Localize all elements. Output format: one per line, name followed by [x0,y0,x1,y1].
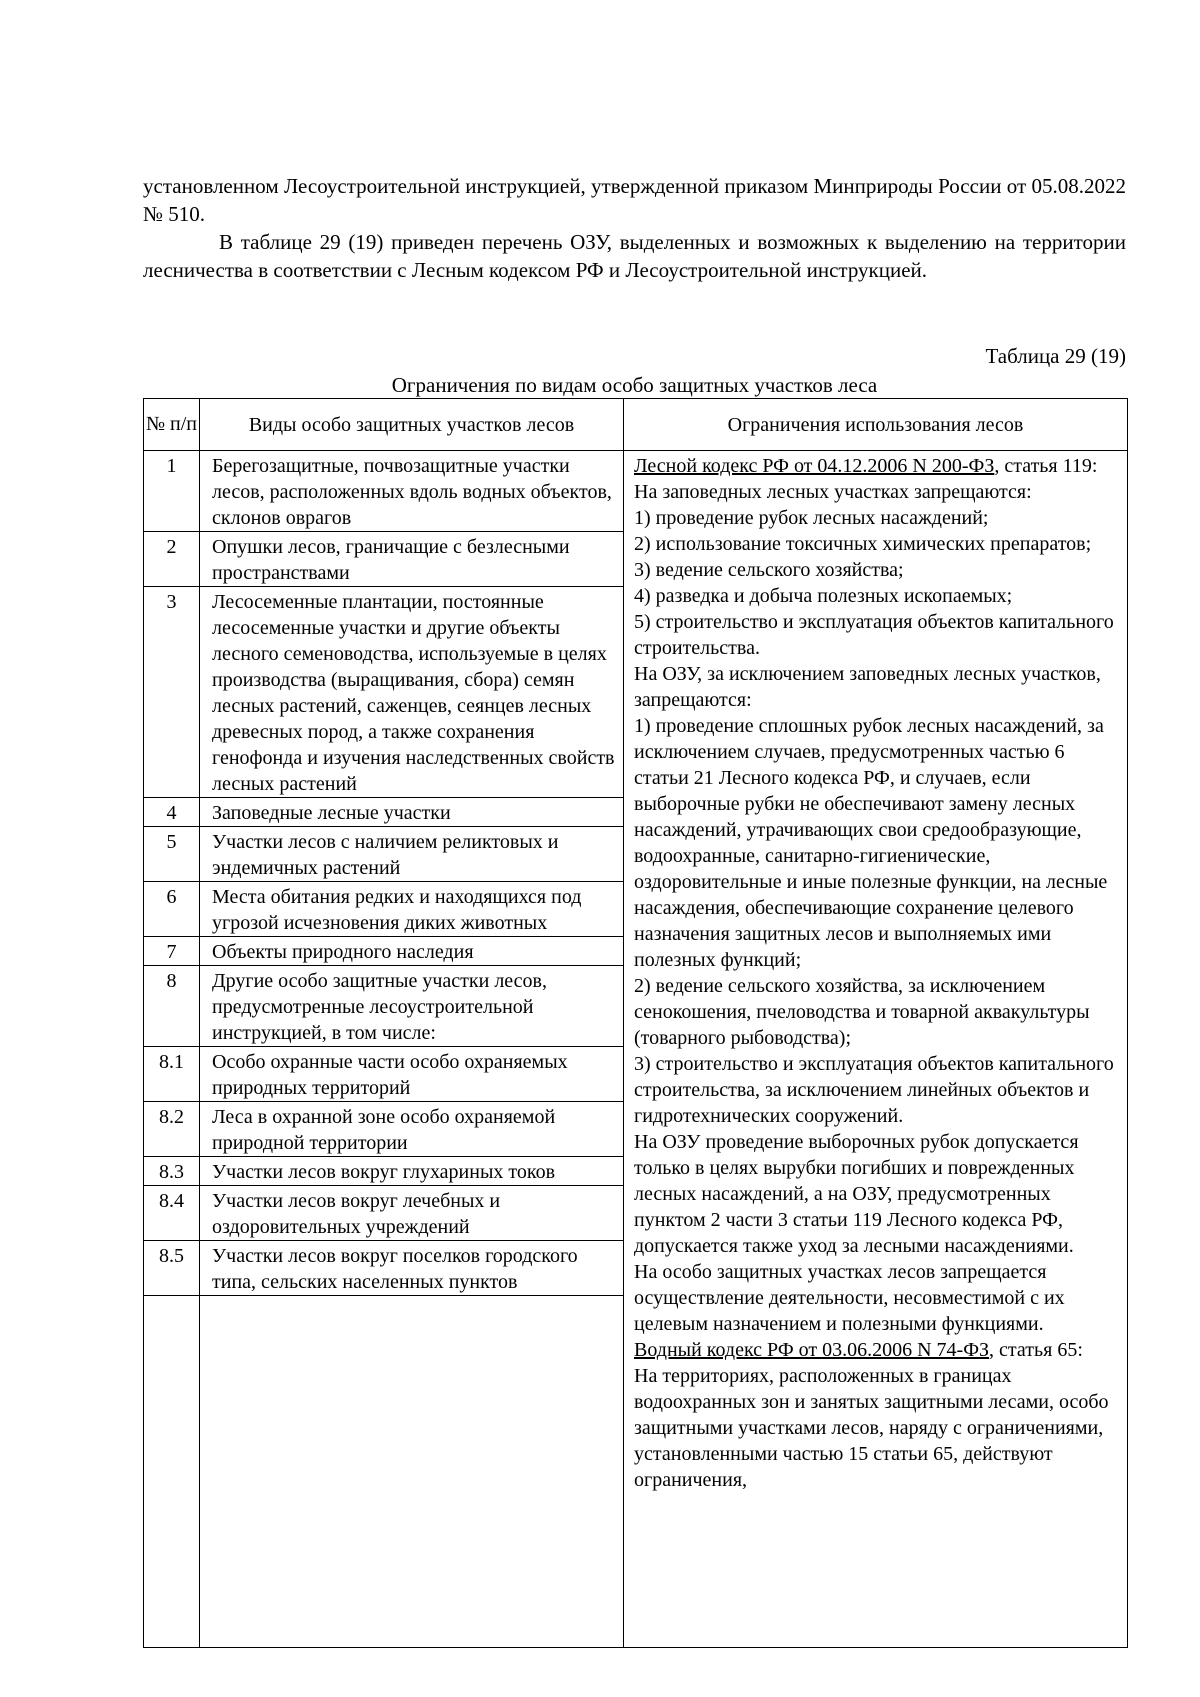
restriction-reserve-heading: На заповедных лесных участках запрещаются: [634,481,1032,503]
row-name: Места обитания редких и находящихся под угрозой исчезновения диких животных [200,882,624,937]
row-name: Заповедные лесные участки [200,798,624,827]
row-num-empty [144,1296,200,1648]
restriction-item: 1) проведение рубок лесных насаждений; [634,507,989,529]
restriction-item: 3) строительство и эксплуатация объектов капитального строительства, за исключением линейных объектов и гидротехнических сооружений. [634,1053,1114,1127]
row-name-empty [200,1296,624,1648]
restriction-item: 3) ведение сельского хозяйства; [634,559,904,581]
restriction-water-zones: На территориях, расположенных в границах водоохранных зон и занятых защитными лесами, особо защитными участками лесов, наряду с ограничениями, установленными частью 15 статьи 65, действуют ограничения, [634,1365,1109,1491]
row-name: Участки лесов вокруг глухариных токов [200,1157,624,1186]
row-name: Особо охранные части особо охраняемых природных территорий [200,1047,624,1102]
row-num: 4 [144,798,200,827]
law-link-forest-code[interactable]: Лесной кодекс РФ от 04.12.2006 N 200-ФЗ [634,455,995,477]
restriction-activity: На особо защитных участках лесов запрещается осуществление деятельности, несовместимой с их целевым назначением и полезными функциями. [634,1261,1065,1335]
table-header-row [144,399,1128,451]
header-num: № п/п [144,399,200,451]
table-title: Ограничения по видам особо защитных участков леса [391,373,878,397]
row-num: 6 [144,882,200,937]
row-num: 8.5 [144,1241,200,1296]
row-num: 5 [144,827,200,882]
row-name: Опушки лесов, граничащие с безлесными пространствами [200,532,624,587]
row-num: 8.4 [144,1186,200,1241]
row-name: Берегозащитные, почвозащитные участки лесов, расположенных вдоль водных объектов, склонов оврагов [200,451,624,532]
restriction-item: 2) ведение сельского хозяйства, за исключением сенокошения, пчеловодства и товарной аквакультуры (товарного рыбоводства); [634,975,1090,1049]
header-type: Виды особо защитных участков лесов [200,399,624,451]
intro-paragraph-2: В таблице 29 (19) приведен перечень ОЗУ, выделенных и возможных к выделению на территории лесничества в соответствии с Лесным кодексом РФ и Лесоустроительной инструкцией. [143,230,1126,282]
row-num: 7 [144,937,200,966]
row-num: 1 [144,451,200,532]
row-name: Участки лесов вокруг поселков городского типа, сельских населенных пунктов [200,1241,624,1296]
header-restrictions: Ограничения использования лесов [624,399,1128,451]
row-name: Лесосеменные плантации, постоянные лесосеменные участки и другие объекты лесного семеноводства, используемые в целях производства (выращивания, сбора) семян лесных растений, саженцев, сеянцев лесных древесных пород, а также сохранения генофонда и изучения наследственных свойств лесных растений [200,587,624,798]
intro-paragraph-1: установленном Лесоустроительной инструкцией, утвержденной приказом Минприроды России от 05.08.2022 № 510. [143,174,1126,226]
row-num: 8 [144,966,200,1047]
row-name: Леса в охранной зоне особо охраняемой природной территории [200,1102,624,1157]
law-link-water-suffix: , статья 65: [989,1339,1083,1361]
restriction-item: 1) проведение сплошных рубок лесных насаждений, за исключением случаев, предусмотренных частью 6 статьи 21 Лесного кодекса РФ, и случаев, если выборочные рубки не обеспечивают замену лесных насаждений, утрачивающих свои средообразующие, водоохранные, санитарно-гигиенические, оздоровительные и иные полезные функции, на лесные насаждения, обеспечивающие сохранение целевого назначения защитных лесов и выполняемых ими полезных функций; [634,715,1108,971]
row-num: 3 [144,587,200,798]
restriction-item: 4) разведка и добыча полезных ископаемых; [634,585,1013,607]
row-num: 2 [144,532,200,587]
row-num: 8.1 [144,1047,200,1102]
row-name: Объекты природного наследия [200,937,624,966]
row-num: 8.2 [144,1102,200,1157]
law-link-water-code[interactable]: Водный кодекс РФ от 03.06.2006 N 74-ФЗ [634,1339,990,1361]
restriction-item: 5) строительство и эксплуатация объектов капитального строительства. [634,611,1114,659]
restriction-ozu-heading: На ОЗУ, за исключением заповедных лесных участков, запрещаются: [634,663,1101,711]
restriction-selective-felling: На ОЗУ проведение выборочных рубок допускается только в целях вырубки погибших и поврежденных лесных насаждений, а на ОЗУ, предусмотренных пунктом 2 части 3 статьи 119 Лесного кодекса РФ, допускается также уход за лесными насаждениями. [634,1131,1079,1257]
row-name: Другие особо защитные участки лесов, предусмотренные лесоустроительной инструкцией, в том числе: [200,966,624,1047]
row-name: Участки лесов с наличием реликтовых и эндемичных растений [200,827,624,882]
row-name: Участки лесов вокруг лечебных и оздоровительных учреждений [200,1186,624,1241]
table-row [144,451,1128,532]
table-number: Таблица 29 (19) [985,344,1126,368]
law-link-forest-suffix: , статья 119: [994,455,1098,477]
ozu-restrictions-table [143,398,1128,1648]
restriction-item: 2) использование токсичных химических препаратов; [634,533,1092,555]
restrictions-cell [624,451,1128,1648]
row-num: 8.3 [144,1157,200,1186]
